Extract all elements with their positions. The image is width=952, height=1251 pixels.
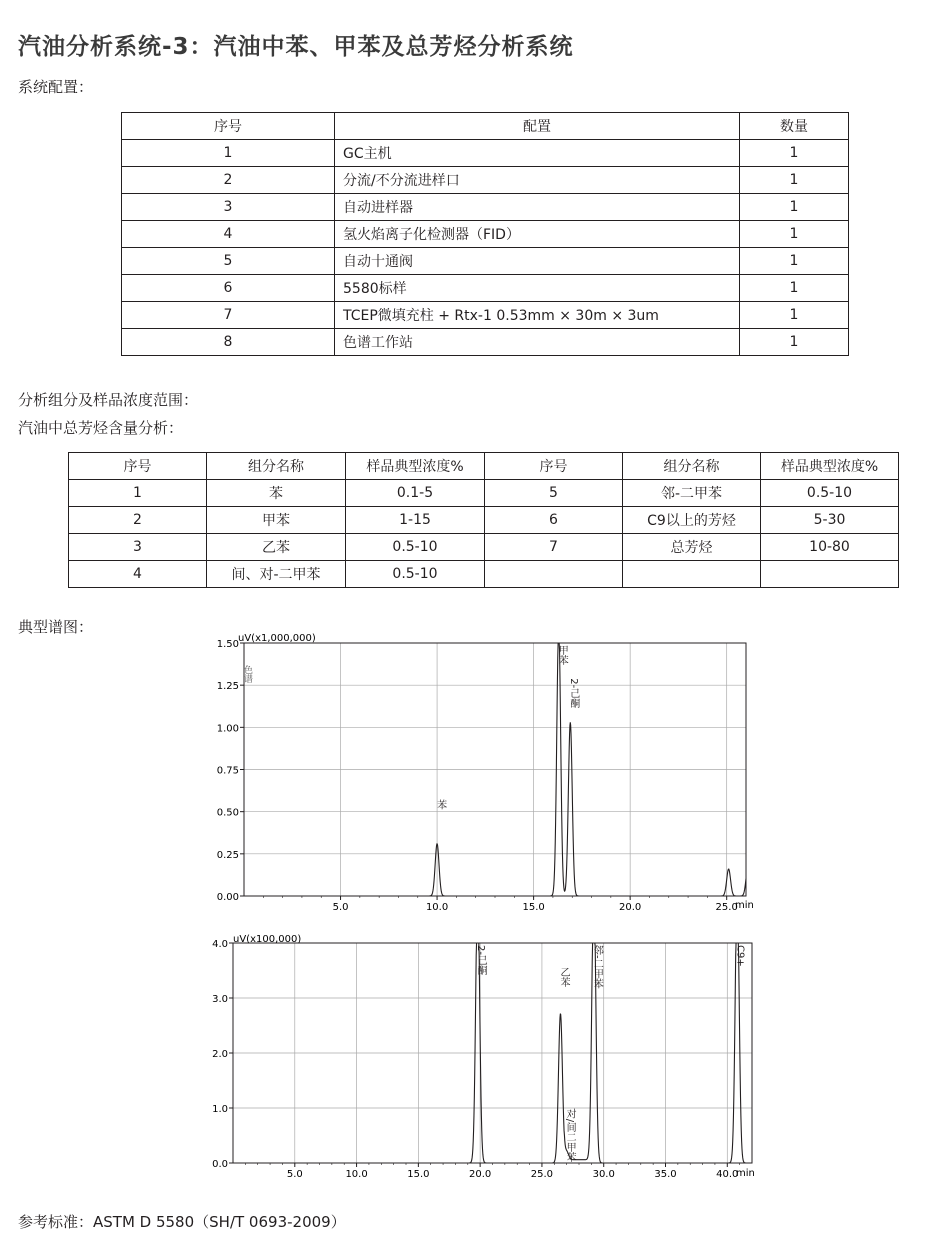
table-row — [122, 329, 849, 356]
reference-label: 参考标准：ASTM D 5580（SH/T 0693-2009） — [18, 1213, 346, 1231]
table-cell: 8 — [122, 329, 335, 356]
x-tick-label: 10.0 — [425, 902, 449, 913]
table-cell: 0.5-10 — [761, 480, 899, 507]
table-row — [122, 221, 849, 248]
page-title: 汽油分析系统-3：汽油中苯、甲苯及总芳烃分析系统 — [18, 34, 574, 60]
table-cell: 6 — [485, 507, 623, 534]
peak-label: 甲苯 — [556, 645, 568, 665]
chromatogram-2 — [190, 925, 770, 1180]
table-cell: 甲苯 — [207, 507, 346, 534]
peak-label: 苯 — [434, 799, 446, 810]
table-cell: 10-80 — [761, 534, 899, 561]
table-cell: 1-15 — [346, 507, 485, 534]
table-row — [122, 275, 849, 302]
table-cell: 3 — [69, 534, 207, 561]
table-cell: 1 — [740, 329, 849, 356]
peak-label: 乙苯 — [557, 967, 569, 988]
table-cell: 0.5-10 — [346, 561, 485, 588]
peak-label: 2-己酮 — [475, 945, 487, 975]
comp-header-2: 样品典型浓度% — [346, 453, 485, 480]
table-cell: 0.5-10 — [346, 534, 485, 561]
comp-header-3: 序号 — [485, 453, 623, 480]
comp-header-5: 样品典型浓度% — [761, 453, 899, 480]
table-cell: 7 — [485, 534, 623, 561]
table-cell: 色谱工作站 — [335, 329, 740, 356]
y-tick-label: 1.0 — [212, 1104, 228, 1115]
x-tick-label: 35.0 — [654, 1169, 677, 1180]
table-row — [122, 194, 849, 221]
y-tick-label: 1.25 — [216, 681, 239, 693]
component-table — [68, 452, 899, 588]
table-cell: 1 — [740, 275, 849, 302]
table-cell — [623, 561, 761, 588]
x-tick-label: 15.0 — [522, 902, 545, 913]
table-cell: 1 — [122, 140, 335, 167]
component-table-header — [69, 453, 899, 480]
peak-label: 2-己酮 — [567, 678, 579, 709]
x-tick-label: 20.0 — [619, 902, 642, 913]
table-cell: 4 — [122, 221, 335, 248]
table-cell — [485, 561, 623, 588]
table-cell: 邻-二甲苯 — [623, 480, 761, 507]
y-tick-label: 0.00 — [216, 892, 239, 903]
table-cell: 总芳烃 — [623, 534, 761, 561]
y-tick-label: 0.25 — [216, 849, 239, 861]
peak-label: 对/间二甲苯 — [564, 1108, 576, 1163]
chart1-ylabel: uV(x1,000,000) — [238, 633, 316, 644]
table-cell: 分流/不分流进样口 — [335, 167, 740, 194]
table-cell: 5 — [485, 480, 623, 507]
config-label: 系统配置： — [18, 78, 94, 96]
table-cell: 间、对-二甲苯 — [207, 561, 346, 588]
table-cell: 氢火焰离子化检测器（FID） — [335, 221, 740, 248]
x-tick-label: 25.0 — [530, 1169, 554, 1180]
peak-label: 邻-二甲苯 — [591, 945, 603, 989]
table-row — [122, 302, 849, 329]
x-tick-label: 5.0 — [332, 902, 349, 913]
table-cell: 1 — [69, 480, 207, 507]
x-tick-label: 30.0 — [592, 1169, 615, 1180]
table-cell: 5-30 — [761, 507, 899, 534]
table-row — [122, 248, 849, 275]
table-cell: 7 — [122, 302, 335, 329]
y-tick-label: 1.00 — [216, 723, 239, 735]
table-cell: GC主机 — [335, 140, 740, 167]
chromatogram-1 — [190, 625, 770, 915]
table-cell: 1 — [740, 167, 849, 194]
table-row — [69, 507, 899, 534]
y-tick-label: 4.0 — [212, 939, 228, 950]
x-tick-label: 25.0 — [715, 902, 738, 913]
y-tick-label: 3.0 — [212, 994, 228, 1005]
table-cell: 0.1-5 — [346, 480, 485, 507]
x-tick-label: 20.0 — [469, 1169, 492, 1180]
table-cell: 1 — [740, 221, 849, 248]
peak-label: C9+ — [734, 945, 746, 967]
table-row — [122, 140, 849, 167]
table-cell: 自动进样器 — [335, 194, 740, 221]
config-table-header — [122, 113, 849, 140]
comp-header-0: 序号 — [69, 453, 207, 480]
table-cell: C9以上的芳烃 — [623, 507, 761, 534]
table-cell: 乙苯 — [207, 534, 346, 561]
table-cell: 5580标样 — [335, 275, 740, 302]
comp-header-4: 组分名称 — [623, 453, 761, 480]
table-cell: 5 — [122, 248, 335, 275]
y-tick-label: 0.0 — [212, 1159, 228, 1170]
table-row — [69, 534, 899, 561]
chromatogram-label: 典型谱图： — [18, 618, 94, 636]
chart2-ylabel: uV(x100,000) — [233, 934, 302, 945]
y-tick-label: 1.50 — [216, 639, 239, 650]
table-row — [122, 167, 849, 194]
chart1-legend: 色谱 — [242, 665, 252, 683]
table-row — [69, 561, 899, 588]
table-cell: 1 — [740, 302, 849, 329]
x-tick-label: 5.0 — [286, 1169, 303, 1180]
table-cell: 1 — [740, 140, 849, 167]
x-tick-label: 40.0 — [716, 1169, 739, 1180]
table-cell: 4 — [69, 561, 207, 588]
config-header-index: 序号 — [122, 113, 335, 140]
y-tick-label: 2.0 — [212, 1049, 228, 1060]
comp-header-1: 组分名称 — [207, 453, 346, 480]
table-cell — [761, 561, 899, 588]
table-cell: TCEP微填充柱 + Rtx-1 0.53mm × 30m × 3um — [335, 302, 740, 329]
chart1-xlabel: min — [735, 900, 754, 911]
analysis-label: 分析组分及样品浓度范围： — [18, 391, 199, 409]
table-cell: 苯 — [207, 480, 346, 507]
table-cell: 1 — [740, 248, 849, 275]
table-row — [69, 480, 899, 507]
table-cell: 6 — [122, 275, 335, 302]
config-table — [121, 112, 849, 356]
y-tick-label: 0.50 — [216, 807, 239, 819]
table-cell: 3 — [122, 194, 335, 221]
analysis-sub-label: 汽油中总芳烃含量分析： — [18, 419, 184, 437]
config-header-qty: 数量 — [740, 113, 849, 140]
x-tick-label: 10.0 — [345, 1169, 368, 1180]
x-tick-label: 15.0 — [407, 1169, 430, 1180]
table-cell: 自动十通阀 — [335, 248, 740, 275]
chart2-xlabel: min — [736, 1168, 755, 1179]
table-cell: 2 — [122, 167, 335, 194]
y-tick-label: 0.75 — [216, 765, 239, 777]
table-cell: 1 — [740, 194, 849, 221]
table-cell: 2 — [69, 507, 207, 534]
config-header-item: 配置 — [335, 113, 740, 140]
